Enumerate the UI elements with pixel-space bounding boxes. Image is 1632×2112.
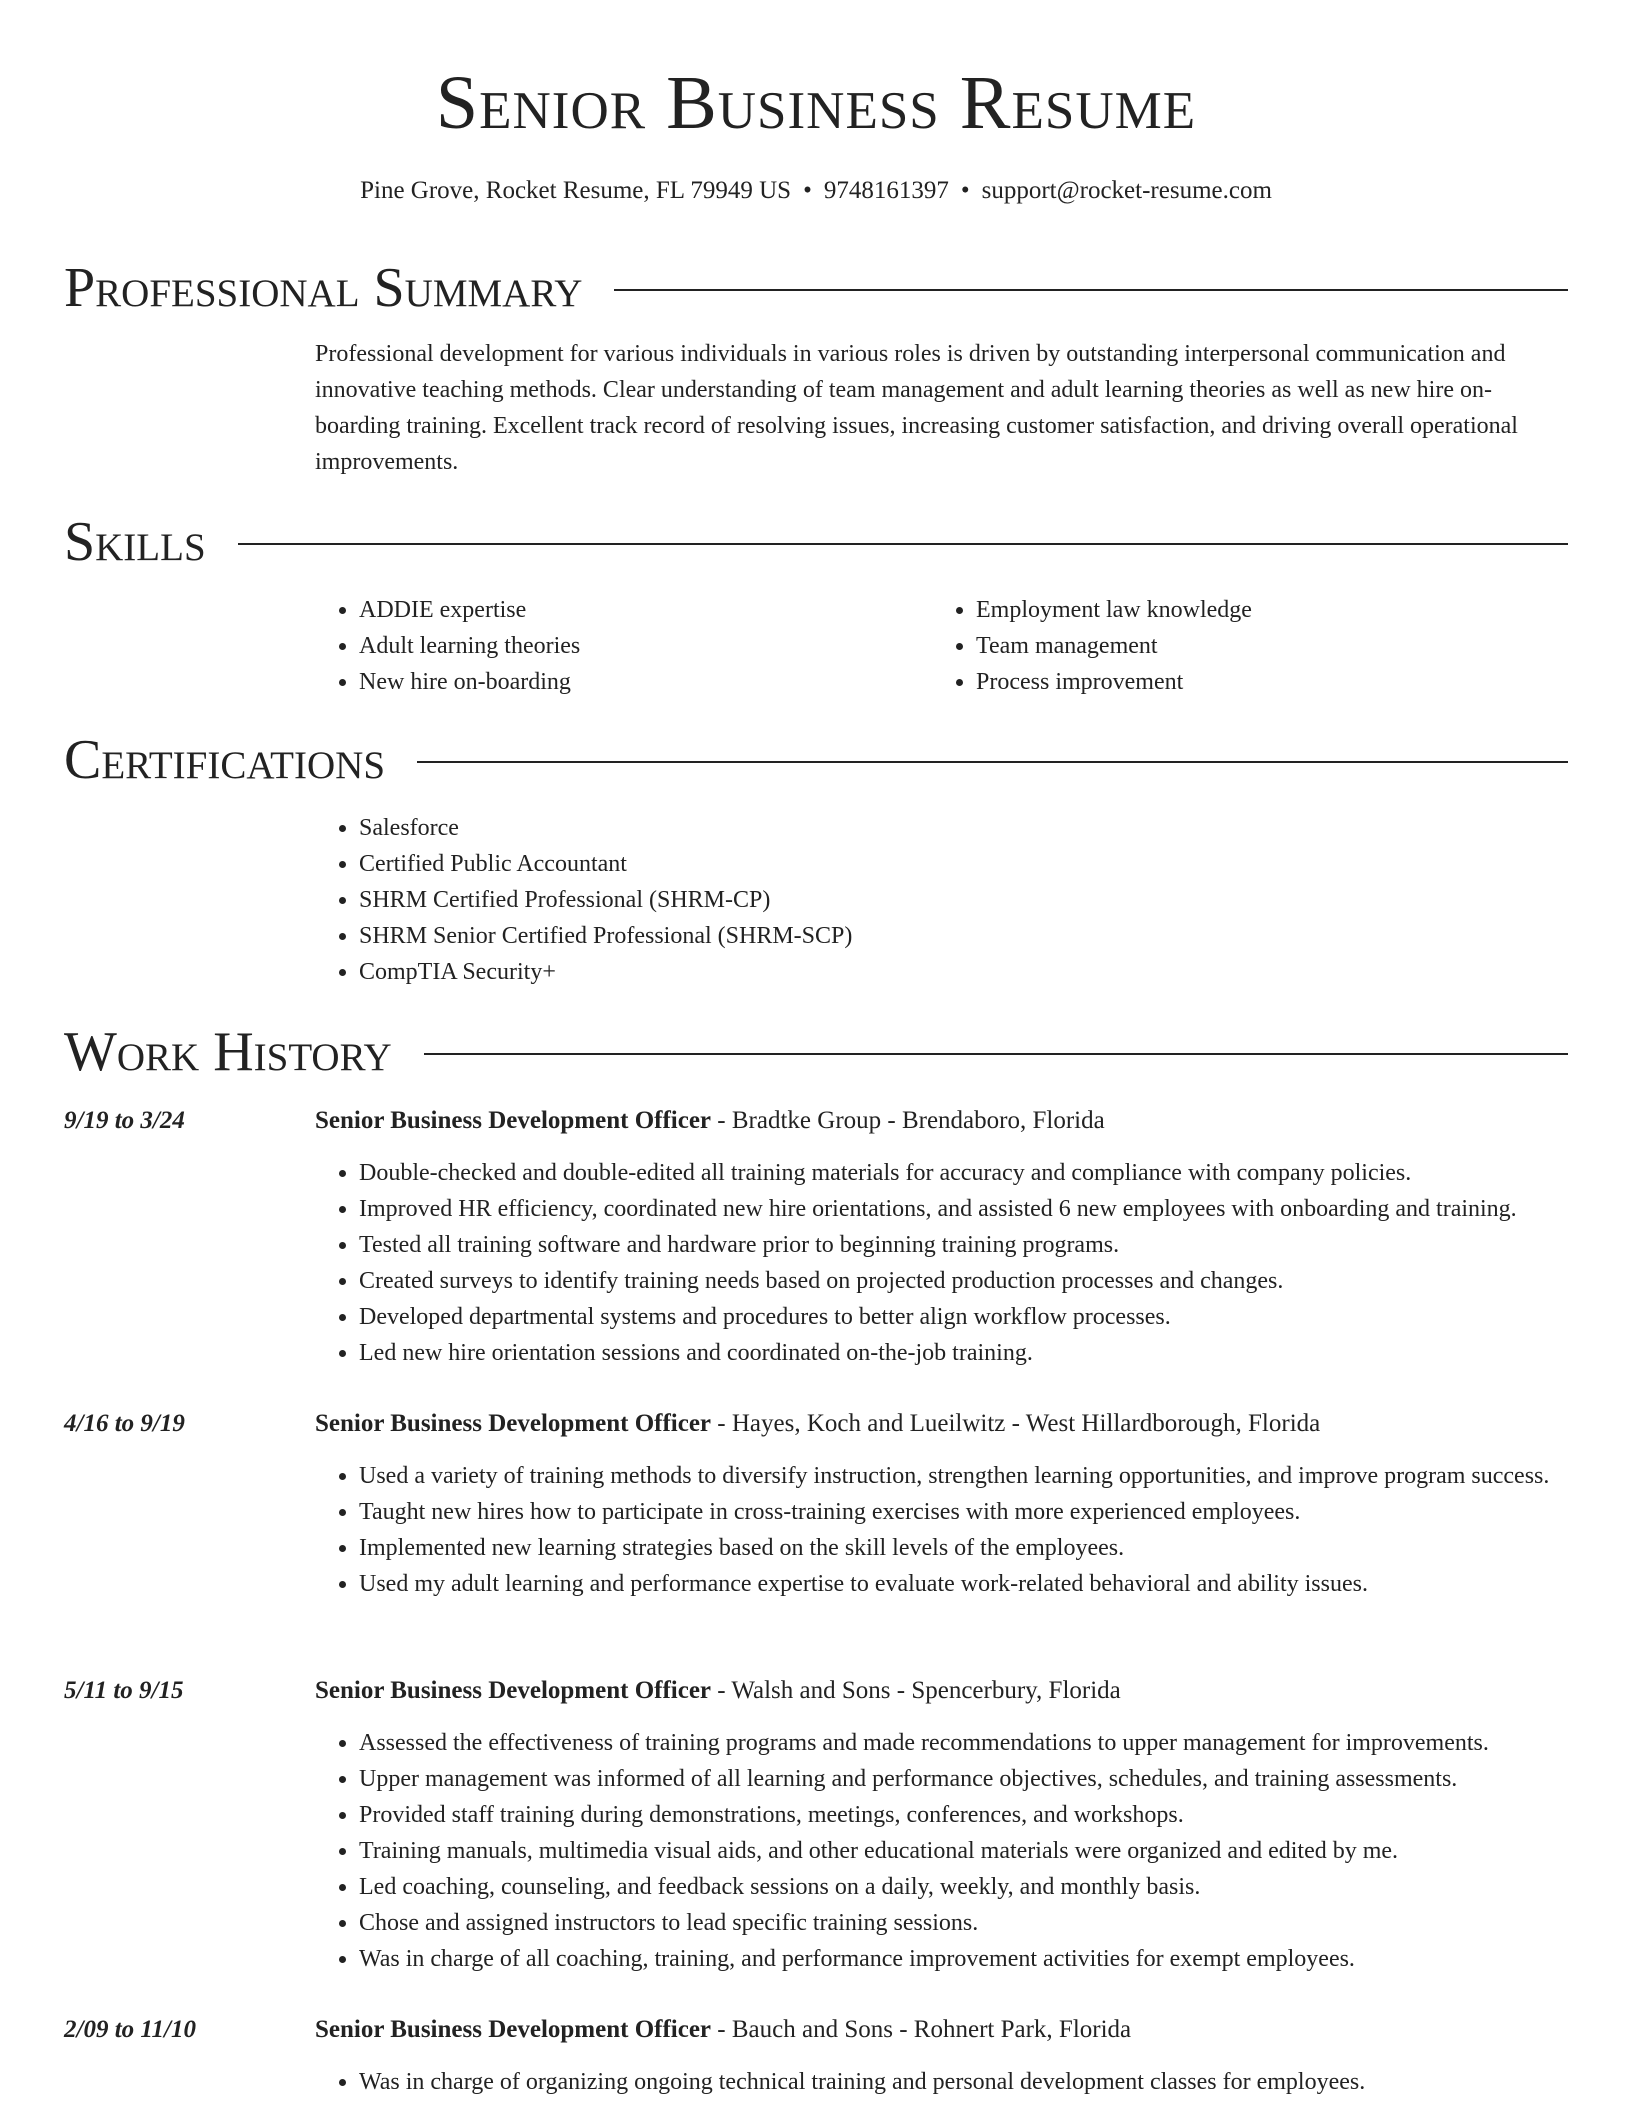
job-bullets <box>315 1725 1614 1977</box>
job-role: Senior Business Development Officer <box>315 1107 712 1134</box>
job-bullet: • Was in charge of organizing ongoing technical training and personal development classes for employees. <box>359 2064 1614 2100</box>
skill-item: • Team management <box>976 628 1576 664</box>
certification-item: • SHRM Senior Certified Professional (SHRM-SCP) <box>359 918 1559 954</box>
job-bullet: • Used my adult learning and performance expertise to evaluate work-related behavioral and ability issues. <box>359 1566 1614 1602</box>
contact-email: support@rocket-resume.com <box>981 177 1272 204</box>
certification-item: • CompTIA Security+ <box>359 954 1559 990</box>
job-bullet: • Led new hire orientation sessions and coordinated on-the-job training. <box>359 1335 1614 1371</box>
section-divider <box>238 543 1568 545</box>
skill-item: • Employment law knowledge <box>976 592 1576 628</box>
job-bullet: • Assessed the effectiveness of training programs and made recommendations to upper management for improvements. <box>359 1725 1614 1761</box>
job-bullet: • Used a variety of training methods to diversify instruction, strengthen learning opportunities, and improve program success. <box>359 1458 1614 1494</box>
summary-heading: Professional Summary <box>64 257 583 319</box>
certification-item: • Salesforce <box>359 810 1559 846</box>
job-company: - Bauch and Sons - Rohnert Park, Florida <box>711 2016 1132 2043</box>
job-company: - Bradtke Group - Brendaboro, Florida <box>711 1107 1105 1134</box>
contact-address: Pine Grove, Rocket Resume, FL 79949 US <box>360 177 792 204</box>
contact-separator: • <box>803 177 812 204</box>
certifications-list <box>315 810 1559 990</box>
skills-list-right <box>932 592 1576 700</box>
job-dates: 4/16 to 9/19 <box>64 1410 185 1437</box>
skill-item: • ADDIE expertise <box>359 592 959 628</box>
contact-phone: 9748161397 <box>823 177 949 204</box>
job-bullet: • Provided staff training during demonstrations, meetings, conferences, and workshops. <box>359 1797 1614 1833</box>
job-bullets <box>315 2064 1614 2100</box>
work-history-section-header <box>64 1020 1568 1084</box>
job-bullet: • Implemented new learning strategies based on the skill levels of the employees. <box>359 1530 1614 1566</box>
job-bullet: • Led coaching, counseling, and feedback sessions on a daily, weekly, and monthly basis. <box>359 1869 1614 1905</box>
contact-line <box>0 174 1632 208</box>
section-divider <box>417 761 1568 763</box>
certifications-section-header <box>64 728 1568 792</box>
job-company: - Walsh and Sons - Spencerbury, Florida <box>711 1677 1121 1704</box>
job-title-line <box>315 2012 1570 2048</box>
job-dates: 9/19 to 3/24 <box>64 1107 185 1134</box>
job-bullet: • Upper management was informed of all learning and performance objectives, schedules, and training assessments. <box>359 1761 1614 1797</box>
job-bullet: • Developed departmental systems and procedures to better align workflow processes. <box>359 1299 1614 1335</box>
job-bullets <box>315 1458 1614 1602</box>
skill-item: • New hire on-boarding <box>359 664 959 700</box>
certification-item: • Certified Public Accountant <box>359 846 1559 882</box>
job-bullet: • Created surveys to identify training needs based on projected production processes and changes. <box>359 1263 1614 1299</box>
job-dates: 5/11 to 9/15 <box>64 1677 184 1704</box>
section-divider <box>424 1053 1568 1055</box>
job-bullet: • Double-checked and double-edited all training materials for accuracy and compliance with company policies. <box>359 1155 1614 1191</box>
skill-item: • Process improvement <box>976 664 1576 700</box>
job-role: Senior Business Development Officer <box>315 2016 712 2043</box>
section-divider <box>614 289 1568 291</box>
certification-item: • SHRM Certified Professional (SHRM-CP) <box>359 882 1559 918</box>
job-bullet: • Tested all training software and hardware prior to beginning training programs. <box>359 1227 1614 1263</box>
skills-list-left <box>315 592 959 700</box>
job-bullet: • Chose and assigned instructors to lead specific training sessions. <box>359 1905 1614 1941</box>
job-title-line <box>315 1673 1570 1709</box>
certifications-heading: Certifications <box>64 729 386 791</box>
job-bullet: • Taught new hires how to participate in cross-training exercises with more experienced employees. <box>359 1494 1614 1530</box>
job-bullets <box>315 1155 1614 1371</box>
job-title-line <box>315 1406 1570 1442</box>
contact-separator: • <box>960 177 970 204</box>
job-bullet: • Training manuals, multimedia visual aids, and other educational materials were organized and edited by me. <box>359 1833 1614 1869</box>
job-bullet: • Was in charge of all coaching, training, and performance improvement activities for exempt employees. <box>359 1941 1614 1977</box>
job-role: Senior Business Development Officer <box>315 1677 712 1704</box>
skills-heading: Skills <box>64 511 206 573</box>
job-bullet: • Improved HR efficiency, coordinated new hire orientations, and assisted 6 new employees with onboarding and training. <box>359 1191 1614 1227</box>
summary-section-header <box>64 256 1568 320</box>
summary-text: Professional development for various individuals in various roles is driven by outstanding interpersonal communication and innovative teaching methods. Clear understanding of team management and adult learning theories as well as new hire on-boarding training. Excellent track record of resolving issues, increasing customer satisfaction, and driving overall operational improvements. <box>315 341 1518 475</box>
resume-title: Senior Business Resume <box>435 61 1197 145</box>
skills-section-header <box>64 510 1568 574</box>
job-dates: 2/09 to 11/10 <box>64 2016 196 2043</box>
job-title-line <box>315 1103 1570 1139</box>
job-company: - Hayes, Koch and Lueilwitz - West Hillardborough, Florida <box>711 1410 1321 1437</box>
work-history-heading: Work History <box>64 1021 392 1083</box>
skill-item: • Adult learning theories <box>359 628 959 664</box>
job-role: Senior Business Development Officer <box>315 1410 712 1437</box>
